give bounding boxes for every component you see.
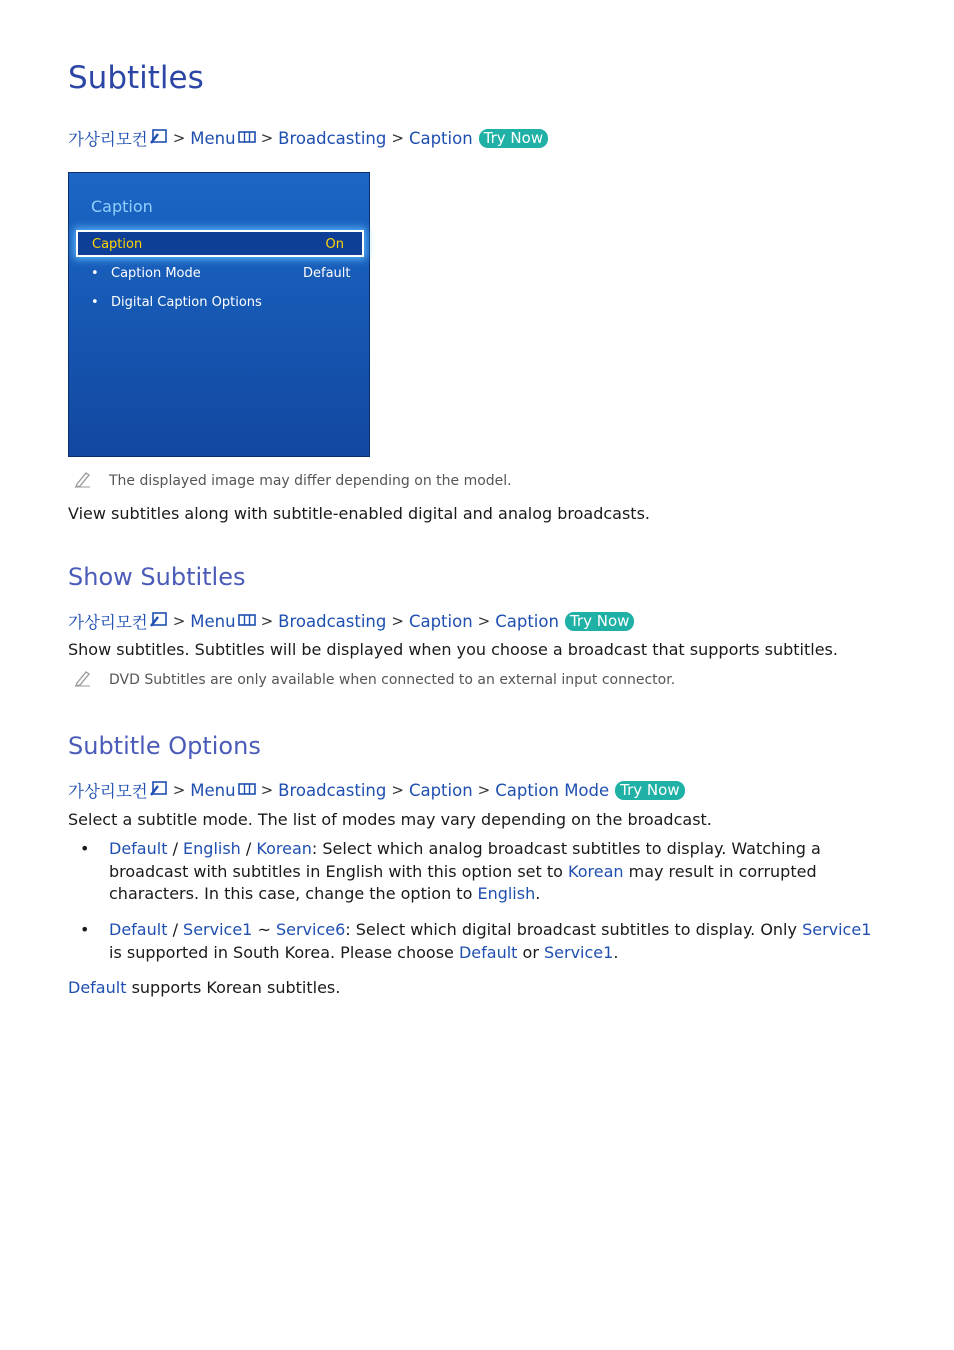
pencil-icon [74,669,96,691]
breadcrumb-broadcasting[interactable]: Broadcasting [278,611,387,631]
breadcrumb-separator: > [391,612,404,630]
menu-icon [238,612,256,631]
show-subtitles-desc: Show subtitles. Subtitles will be displayed when you choose a broadcast that supports subtitles. [68,640,838,659]
breadcrumb-remote[interactable]: 가상리모컨 [68,613,148,632]
breadcrumb-separator: > [172,612,186,630]
breadcrumb-separator: > [477,612,491,630]
section-heading-subtitle-options: Subtitle Options [68,732,261,760]
digital-caption-options-row[interactable]: • Digital Caption Options [91,295,262,310]
breadcrumb-separator: > [477,781,491,799]
screen-title: Caption [91,197,153,216]
breadcrumb-caption[interactable]: Caption [408,780,473,800]
caption-toggle-row[interactable] [76,230,364,257]
subtitle-options-desc: Select a subtitle mode. The list of modes may vary depending on the broadcast. [68,810,712,829]
breadcrumb-menu[interactable]: Menu [190,780,236,800]
menu-icon [238,129,256,148]
caption-mode-row[interactable]: • Caption Mode Default [91,266,351,281]
breadcrumb [68,778,685,802]
breadcrumb-caption-item[interactable]: Caption [495,611,559,631]
breadcrumb-caption[interactable]: Caption [408,611,473,631]
pencil-icon [74,470,96,492]
breadcrumb-caption-mode[interactable]: Caption Mode [495,780,610,800]
breadcrumb [68,126,548,150]
caption-mode-label: Caption Mode [111,266,201,281]
try-now-button[interactable]: Try Now [565,612,634,631]
page-title: Subtitles [68,60,204,96]
section-heading-show-subtitles: Show Subtitles [68,563,246,591]
remote-control-icon [150,128,168,148]
breadcrumb-broadcasting[interactable]: Broadcasting [278,128,387,148]
digital-caption-options-label: Digital Caption Options [111,295,262,310]
intro-text: View subtitles along with subtitle-enabled digital and analog broadcasts. [68,504,650,523]
caption-toggle-label: Caption [92,237,143,252]
note: The displayed image may differ depending on the model. [74,470,512,492]
remote-control-icon [150,611,168,631]
breadcrumb-separator: > [260,781,274,799]
caption-mode-value: Default [303,266,351,281]
breadcrumb-remote[interactable]: 가상리모컨 [68,782,148,801]
breadcrumb-separator: > [391,129,404,147]
breadcrumb-remote[interactable]: 가상리모컨 [68,130,148,149]
try-now-button[interactable]: Try Now [479,129,548,148]
breadcrumb-separator: > [260,129,274,147]
breadcrumb-menu[interactable]: Menu [190,128,236,148]
breadcrumb [68,609,634,633]
breadcrumb-separator: > [172,129,186,147]
remote-control-icon [150,780,168,800]
caption-toggle-value: On [325,237,344,252]
try-now-button[interactable]: Try Now [615,781,684,800]
footer-text: Default supports Korean subtitles. [68,978,341,997]
note: DVD Subtitles are only available when connected to an external input connector. [74,669,675,691]
breadcrumb-caption[interactable]: Caption [408,128,473,148]
breadcrumb-separator: > [172,781,186,799]
breadcrumb-separator: > [260,612,274,630]
breadcrumb-broadcasting[interactable]: Broadcasting [278,780,387,800]
breadcrumb-separator: > [391,781,404,799]
breadcrumb-menu[interactable]: Menu [190,611,236,631]
menu-icon [238,781,256,800]
caption-menu-screenshot [68,172,370,457]
